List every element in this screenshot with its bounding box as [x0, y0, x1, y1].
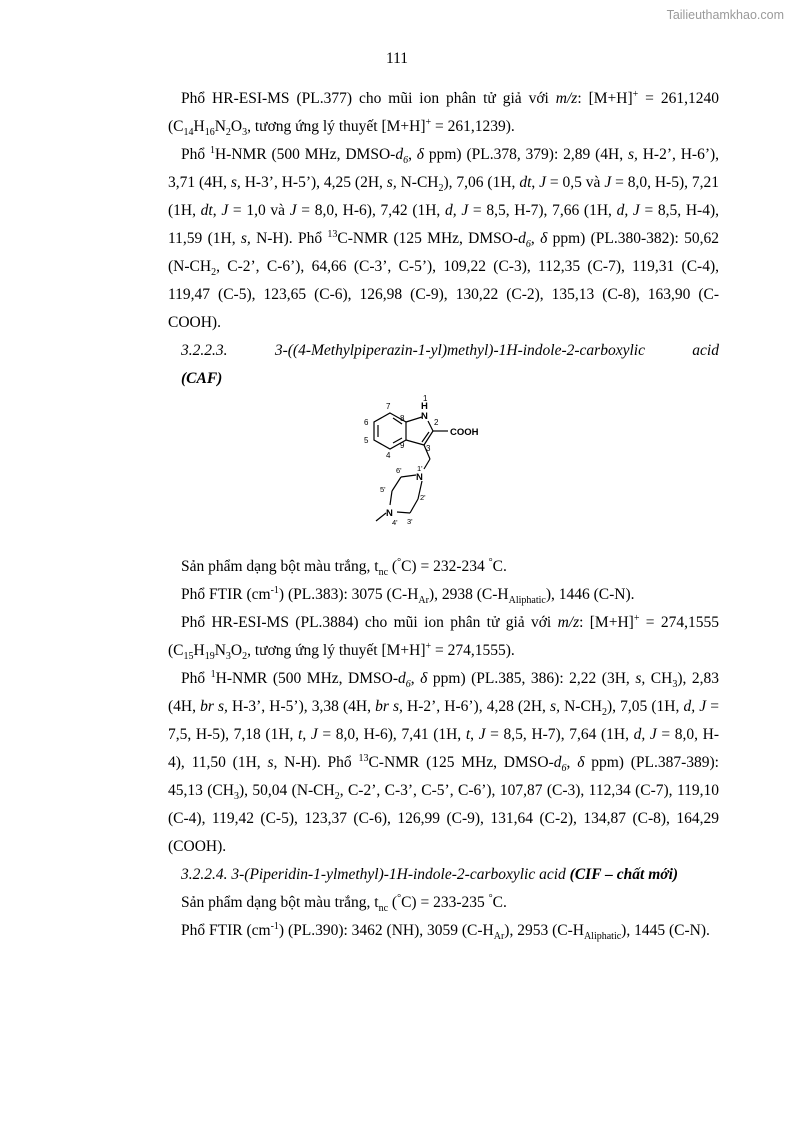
atom-label: 4	[386, 451, 391, 460]
pyrrole-bond	[406, 417, 422, 422]
methyl-bond	[376, 513, 386, 521]
page-content	[168, 85, 719, 945]
atom-label: 1	[423, 395, 428, 403]
atom-label: 3'	[407, 517, 413, 526]
atom-label: COOH	[450, 427, 479, 438]
atom-label: N	[416, 472, 423, 483]
paragraph-appearance-1: Sản phẩm dạng bột màu trắng, $t_{nc}$ (°C) = 232-234 °C.	[181, 556, 507, 579]
section-heading-3-2-2-3-code: (CAF)	[181, 370, 223, 387]
atom-label: 6'	[396, 466, 402, 475]
paragraph-nmr-2: Phổ $^1$H-NMR (500 MHz, DMSO-$d_6$, δ ppm) (PL.385, 386): 2,22 (3H, s, $CH_3$), 2,83 (4H, br s, H-3’, H-5’), 3,38 (4H, br s, H-2’, H-6’), 4,28 (2H, s, $N-CH_2$), 7,05 (1H, d, J = 7,5, H-5), 7,18 (1H, t, J = 8,0, H-6), 7,41 (1H, t, J = 8,5, H-7), 7,64 (1H, d, J = 8,0, H-4), 11,50 (1H, s, N-H). Phổ $^{13}$C-NMR (125 MHz, DMSO-$d_6$, δ ppm) (PL.387-389): 45,13 $(CH_3)$, 50,04 ($N-CH_2$, C-2’, C-3’, C-5’, C-6’), 107,87 (C-3), 112,34 (C-7), 119,10 (C-4), 119,42 (C-5), 123,37 (C-6), 126,99 (C-9), 131,64 (C-2), 134,87 (C-8), 164,29 (COOH).	[168, 668, 720, 855]
atom-label: 5'	[380, 485, 386, 494]
paragraph-hresims-1: Phổ HR-ESI-MS (PL.377) cho mũi ion phân tử giả với m/z: [M+H]+ = 261,1240 ($C_{14}H_{16}N_2O_3$, tương ứng lý thuyết [M+H]+ = 261,1239).	[168, 88, 719, 139]
paragraph-ftir-2: Phổ FTIR $(cm^{-1})$ (PL.390): 3462 (NH), 3059 $(C-H_{Ar})$, 2953 $(C-H_{Aliphatic})$, 1445 (C-N).	[181, 920, 710, 943]
atom-label: H	[421, 401, 428, 412]
watermark: Tailieuthamkhao.com	[666, 8, 784, 22]
atom-label: 4'	[392, 518, 398, 527]
page-number: 111	[385, 50, 409, 67]
paragraph-hresims-2: Phổ HR-ESI-MS (PL.3884) cho mũi ion phân tử giả với m/z: [M+H]+ = 274,1555 ($C_{15}H_{19}N_3O_2$, tương ứng lý thuyết [M+H]+ = 274,1555).	[168, 612, 719, 663]
atom-label: 9	[400, 441, 405, 450]
caf-structure-svg	[354, 395, 494, 545]
atom-label: 2'	[420, 493, 426, 502]
paragraph-ftir-1: Phổ FTIR $(cm^{-1})$ (PL.383): 3075 $(C-H_{Ar})$, 2938 $(C-H_{Aliphatic})$, 1446 (C-N).	[181, 584, 635, 607]
atom-label: N	[386, 508, 393, 519]
atom-label: 3	[426, 444, 431, 453]
section-heading-3-2-2-3: 3.2.2.3. 3-((4-Methylpiperazin-1-yl)methyl)-1H-indole-2-carboxylic acid	[181, 342, 719, 359]
paragraph-appearance-2: Sản phẩm dạng bột màu trắng, $t_{nc}$ (°C) = 233-235 °C.	[181, 892, 507, 915]
atom-label: N	[421, 411, 428, 422]
section-heading-3-2-2-4: 3.2.2.4. 3-(Piperidin-1-ylmethyl)-1H-indole-2-carboxylic acid (CIF – chất mới)	[181, 866, 679, 883]
paragraph-nmr-1: Phổ $^1$H-NMR (500 MHz, DMSO-$d_6$, δ ppm) (PL.378, 379): 2,89 (4H, s, H-2’, H-6’), 3,71 (4H, s, H-3’, H-5’), 4,25 (2H, s, $N-CH_2$), 7,06 (1H, dt, J = 0,5 và J = 8,0, H-5), 7,21 (1H, dt, J = 1,0 và J = 8,0, H-6), 7,42 (1H, d, J = 8,5, H-7), 7,66 (1H, d, J = 8,5, H-4), 11,59 (1H, s, N-H). Phổ $^{13}$C-NMR (125 MHz, DMSO-$d_6$, δ ppm) (PL.380-382): 50,62 ($N-CH_2$, C-2’, C-6’), 64,66 (C-3’, C-5’), 109,22 (C-3), 112,35 (C-7), 119,31 (C-4), 119,47 (C-5), 123,65 (C-6), 126,98 (C-9), 130,22 (C-2), 135,13 (C-8), 163,90 (C-COOH).	[168, 144, 720, 331]
atom-label: 8	[400, 414, 405, 423]
atom-label: 1'	[417, 464, 423, 473]
atom-label: 5	[364, 436, 369, 445]
chemical-structure-caf	[168, 393, 719, 553]
atom-label: 6	[364, 418, 369, 427]
atom-label: 2	[434, 418, 439, 427]
atom-label: 7	[386, 402, 391, 411]
piperazine-bond	[401, 475, 416, 477]
